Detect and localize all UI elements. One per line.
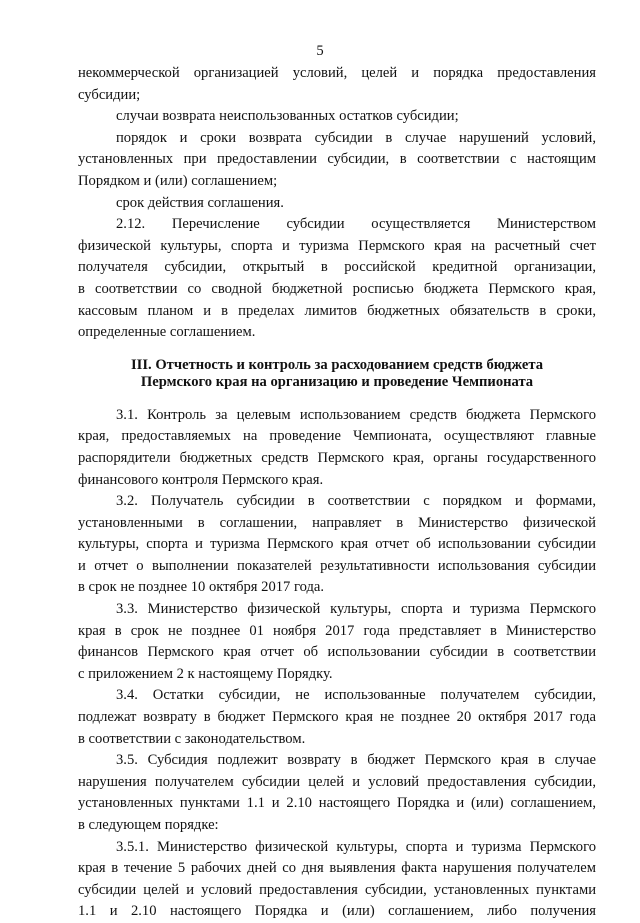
text-line: 1.1 и 2.10 настоящего Порядка и (или) соглашением, либо получения <box>78 903 596 920</box>
text-line: срок действия соглашения. <box>116 194 284 211</box>
section-3-text <box>78 405 596 923</box>
heading-line: Пермского края на организацию и проведение Чемпионата <box>140 373 534 390</box>
text-line: в срок не позднее 10 октября 2017 года. <box>78 579 325 596</box>
text-line: нарушения получателем субсидии целей и условий предоставления субсидии, <box>78 773 596 790</box>
text-line: некоммерческой организацией условий, целей и порядка предоставления <box>78 65 596 81</box>
text-line: распорядители бюджетных средств Пермского края, органы государственного <box>78 449 596 466</box>
text-line: в следующем порядке: <box>78 817 219 833</box>
text-line: физической культуры, спорта и туризма Пермского края на расчетный счет <box>78 237 596 254</box>
text-line: 3.3. Министерство физической культуры, спорта и туризма Пермского <box>116 601 596 618</box>
text-line: кассовым планом и в пределах лимитов бюджетных обязательств в сроки, <box>78 302 596 319</box>
text-line: 3.2. Получатель субсидии в соответствии с порядком и формами, <box>116 493 596 510</box>
text-line: с приложением 2 к настоящему Порядку. <box>78 665 333 682</box>
document-body <box>78 63 596 923</box>
text-line: случаи возврата неиспользованных остатков субсидии; <box>116 108 459 125</box>
text-line: установленных при предоставлении субсидии, в соответствии с настоящим <box>78 151 596 168</box>
text-line: в соответствии с законодательством. <box>78 730 306 747</box>
page-number: 5 <box>316 43 324 59</box>
text-line: определенные соглашением. <box>78 324 256 341</box>
text-line: края в срок не позднее 01 ноября 2017 года представляет в Министерство <box>78 622 596 639</box>
text-line: 3.5. Субсидия подлежит возврату в бюджет Пермского края в случае <box>116 752 596 769</box>
section-2-text <box>78 63 596 344</box>
text-line: в соответствии со сводной бюджетной росписью бюджета Пермского края, <box>78 280 596 297</box>
section-heading <box>78 357 596 391</box>
text-line: порядок и сроки возврата субсидии в случае нарушений условий, <box>116 129 596 146</box>
text-line: края, предоставляемых на проведение Чемпионата, осуществляют главные <box>78 428 596 445</box>
text-line: 3.1. Контроль за целевым использованием средств бюджета Пермского <box>116 406 596 423</box>
text-line: 3.4. Остатки субсидии, не использованные получателем субсидии, <box>116 687 596 704</box>
text-line: края в течение 5 рабочих дней со дня выявления факта нарушения получателем <box>78 860 596 877</box>
text-line: 2.12. Перечисление субсидии осуществляется Министерством <box>116 216 596 233</box>
text-line: установленных пунктами 1.1 и 2.10 настоящего Порядка и (или) соглашением, <box>78 795 596 812</box>
text-line: культуры, спорта и туризма Пермского края отчет об использовании субсидии <box>78 536 596 553</box>
text-line: и отчет о выполнении показателей результативности использования субсидии <box>78 557 596 574</box>
text-line: установленными в соглашении, направляет в Министерство физической <box>78 514 596 531</box>
text-line: Порядком и (или) соглашением; <box>78 172 278 189</box>
text-line: финансов Пермского края отчет об использовании субсидии в соответствии <box>78 644 596 661</box>
text-line: подлежат возврату в бюджет Пермского края не позднее 20 октября 2017 года <box>78 709 596 726</box>
text-line: 3.5.1. Министерство физической культуры, спорта и туризма Пермского <box>116 838 596 855</box>
text-line: субсидии; <box>78 86 141 103</box>
heading-line: III. Отчетность и контроль за расходованием средств бюджета <box>131 356 543 373</box>
text-line: финансового контроля Пермского края. <box>78 471 324 488</box>
text-line: субсидии целей и условий предоставления субсидии, установленных пунктами <box>78 881 596 898</box>
text-line: получателя субсидии, открытый в российской кредитной организации, <box>78 259 596 276</box>
